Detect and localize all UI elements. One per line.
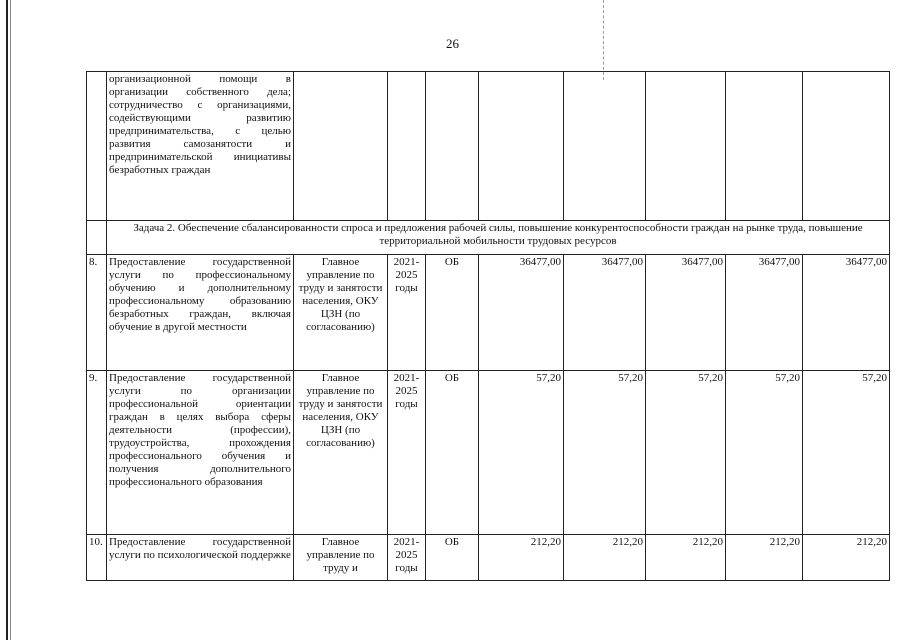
- continuation-row: [87, 72, 890, 221]
- cell-executor: Главное управление по труду и занятости населения, ОКУ ЦЗН (по согласованию): [294, 371, 388, 535]
- cell-executor: [294, 72, 388, 221]
- table-row: [87, 255, 890, 371]
- cell-value: [479, 72, 564, 221]
- cell-value: 212,20: [646, 535, 726, 581]
- task-heading: Задача 2. Обеспечение сбалансированности спроса и предложения рабочей силы, повышение конкурентоспособности граждан на рынке труда, повышение территориальной мобильности трудовых ресурсов: [107, 221, 890, 255]
- row-number: 8.: [87, 255, 107, 371]
- cell-value: [646, 72, 726, 221]
- cell-value: 57,20: [479, 371, 564, 535]
- cell-value: [803, 72, 890, 221]
- cell-executor: Главное управление по труду и: [294, 535, 388, 581]
- cell-value: 57,20: [726, 371, 803, 535]
- cell-value: 57,20: [803, 371, 890, 535]
- cell-value: 36477,00: [726, 255, 803, 371]
- scan-edge-shadow: [10, 0, 11, 640]
- scan-edge: [6, 0, 8, 640]
- table-row: [87, 371, 890, 535]
- cell-source: ОБ: [426, 255, 479, 371]
- cell-period: [388, 72, 426, 221]
- task-row: [87, 221, 890, 255]
- cell-value: 57,20: [646, 371, 726, 535]
- cell-value: 36477,00: [479, 255, 564, 371]
- cell-period: 2021-2025 годы: [388, 371, 426, 535]
- cell-description: Предоставление государственной услуги по профессиональному обучению и дополнительному профессиональному образованию безработных граждан, включая обучение в другой местности: [107, 255, 294, 371]
- cell-period: 2021-2025 годы: [388, 535, 426, 581]
- row-number: 10.: [87, 535, 107, 581]
- cell-value: 212,20: [803, 535, 890, 581]
- cell-value: 212,20: [479, 535, 564, 581]
- cell-no: [87, 221, 107, 255]
- cell-source: ОБ: [426, 371, 479, 535]
- cell-value: 212,20: [726, 535, 803, 581]
- cell-value: 212,20: [564, 535, 646, 581]
- cell-value: 57,20: [564, 371, 646, 535]
- cell-description: Предоставление государственной услуги по организации профессиональной ориентации граждан в целях выбора сферы деятельности (профессии), трудоустройства, прохождения профессионального обучения и получения дополнительного профессионального образования: [107, 371, 294, 535]
- cell-description: Предоставление государственной услуги по психологической поддержке: [107, 535, 294, 581]
- cell-source: ОБ: [426, 535, 479, 581]
- program-table: [86, 71, 890, 581]
- cell-value: [564, 72, 646, 221]
- cell-period: 2021-2025 годы: [388, 255, 426, 371]
- page-number: 26: [446, 36, 459, 51]
- cell-executor: Главное управление по труду и занятости населения, ОКУ ЦЗН (по согласованию): [294, 255, 388, 371]
- cell-description: организационной помощи в организации собственного дела; сотрудничество с организациями, содействующими развитию предпринимательства, с целью развития самозанятости и предпринимательской инициативы безработных граждан: [107, 72, 294, 221]
- cell-value: 36477,00: [564, 255, 646, 371]
- cell-no: [87, 72, 107, 221]
- cell-value: 36477,00: [646, 255, 726, 371]
- table-row: [87, 535, 890, 581]
- cell-source: [426, 72, 479, 221]
- cell-value: [726, 72, 803, 221]
- cell-value: 36477,00: [803, 255, 890, 371]
- row-number: 9.: [87, 371, 107, 535]
